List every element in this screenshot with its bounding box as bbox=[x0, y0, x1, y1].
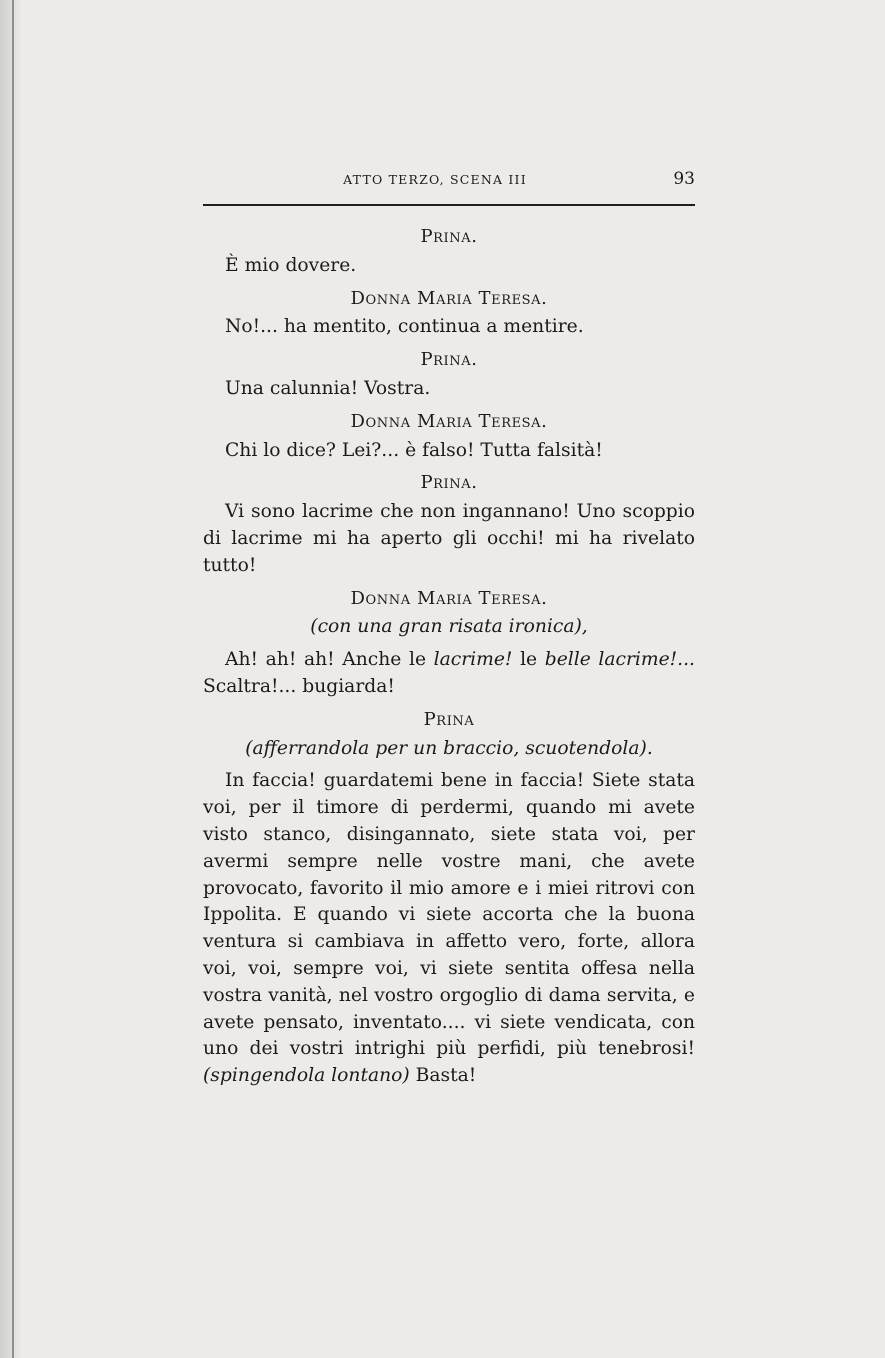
header-rule bbox=[203, 204, 695, 206]
speech-text: le bbox=[512, 649, 545, 671]
speaker-name: Donna Maria Teresa. bbox=[350, 287, 548, 309]
page-header bbox=[203, 169, 695, 194]
speech-line: No!... ha mentito, continua a mentire. bbox=[225, 316, 584, 338]
speech-line: Chi lo dice? Lei?... è falso! Tutta falsità! bbox=[225, 439, 603, 461]
speaker-name: Prina. bbox=[420, 226, 478, 247]
emphasis-text: belle lacrime!... bbox=[544, 649, 695, 671]
speech-line: È mio dovere. bbox=[225, 254, 357, 276]
stage-direction: (con una gran risata ironica), bbox=[310, 616, 588, 638]
speech-text: Ah! ah! ah! Anche le bbox=[225, 649, 434, 671]
speaker-name: Prina. bbox=[420, 349, 478, 371]
inline-stage-direction: (spingendola lontano) bbox=[203, 1065, 410, 1087]
speaker-name: Prina. bbox=[420, 472, 478, 494]
binding-edge-line bbox=[12, 0, 14, 1358]
speech-text: Basta! bbox=[409, 1065, 477, 1087]
speech-paragraph bbox=[203, 647, 695, 701]
speaker-name: Prina bbox=[423, 708, 475, 730]
emphasis-text: lacrime! bbox=[433, 649, 513, 671]
speech-text: In faccia! guardatemi bene in faccia! Siete stata voi, per il timore di perdermi, quando mi avete visto stanco, disingannato, siete stata voi, per avermi sempre nelle vostre mani, che avete provocato, favorito il mio amore e i miei ritrovi con Ippolita. E quando vi siete accorta che la buona ventura si cambiava in affetto vero, forte, allora voi, voi, sempre voi, vi siete sentita offesa nella vostra vanità, nel vostro orgoglio di dama servita, e avete pensato, inventato.... vi siete vendicata, con uno dei vostri intrighi più perfidi, più tenebrosi! bbox=[203, 770, 695, 1060]
speech-line: Una calunnia! Vostra. bbox=[225, 377, 431, 399]
speaker-name: Donna Maria Teresa. bbox=[350, 410, 548, 432]
binding-shadow bbox=[0, 0, 22, 1358]
speech-text: Scaltra!... bugiarda! bbox=[203, 675, 395, 697]
running-title: ATTO TERZO, SCENA III bbox=[343, 172, 527, 187]
speech-paragraph: Vi sono lacrime che non ingannano! Uno scoppio di lacrime mi ha aperto gli occhi! mi ha rivelato tutto! bbox=[203, 501, 695, 576]
speech-paragraph bbox=[203, 768, 695, 1090]
dialogue-text bbox=[203, 218, 695, 1092]
speaker-name: Donna Maria Teresa. bbox=[350, 587, 548, 609]
page-number: 93 bbox=[673, 169, 695, 189]
stage-direction: (afferrandola per un braccio, scuotendola). bbox=[245, 737, 653, 759]
